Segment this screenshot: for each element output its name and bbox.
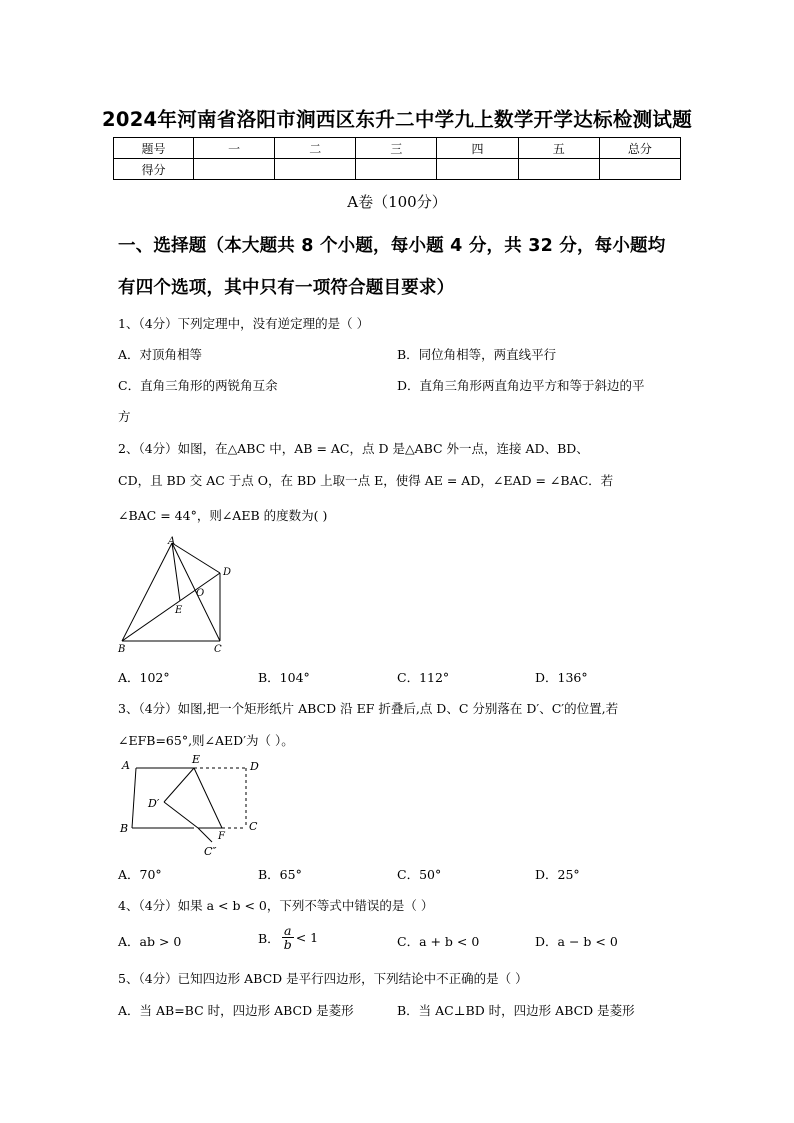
q2-line1: 2、（4分）如图，在△ABC 中，AB = AC，点 D 是△ABC 外一点，连接 AD、BD、 (118, 441, 589, 456)
q5-option-a: A．当 AB=BC 时，四边形 ABCD 是菱形 (118, 1003, 354, 1018)
q4-option-b-suffix: < 1 (295, 930, 319, 945)
q3-segment-ab (132, 768, 136, 828)
q4-option-b-prefix: B． (258, 930, 280, 946)
q2-label-a: A (168, 536, 176, 547)
score-cell (356, 159, 437, 180)
q5-stem: 5、（4分）已知四边形 ABCD 是平行四边形，下列结论中不正确的是（ ） (118, 971, 528, 986)
q3-segment-d-prime-c-prime (164, 802, 198, 828)
q4-option-c: C．a + b < 0 (397, 934, 480, 949)
q2-line2: CD，且 BD 交 AC 于点 O，在 BD 上取一点 E，使得 AE = AD，∠EAD = ∠BAC．若 (118, 473, 614, 488)
q2-segment-ab (122, 543, 172, 641)
q3-option-c: C．50° (397, 867, 442, 882)
q3-segment-c-prime-tail (198, 828, 212, 842)
q2-triangle-figure (112, 535, 242, 657)
score-header-cell: 总分 (599, 138, 680, 159)
q4-option-a: A．ab > 0 (118, 934, 182, 949)
q1-option-d-continued: 方 (118, 409, 131, 424)
q3-label-f: F (218, 831, 225, 842)
score-table-header-row (114, 138, 681, 159)
q1-stem: 1、（4分）下列定理中，没有逆定理的是（ ） (118, 316, 370, 331)
score-cell (599, 159, 680, 180)
q3-label-c: C (249, 820, 258, 833)
q1-option-b: B．同位角相等，两直线平行 (397, 347, 557, 362)
q3-option-d: D．25° (535, 867, 580, 882)
q3-segment-ef (194, 768, 222, 828)
score-cell (437, 159, 518, 180)
q4-option-b (258, 924, 318, 951)
q3-option-b: B．65° (258, 867, 302, 882)
q4-stem: 4、（4分）如果 a < b < 0，下列不等式中错误的是（ ） (118, 898, 434, 913)
section-a-heading: A卷（100分） (347, 193, 447, 211)
q2-option-c: C．112° (397, 670, 450, 685)
q3-label-d: D (250, 760, 259, 773)
q1-option-d: D．直角三角形两直角边平方和等于斜边的平 (397, 378, 645, 393)
q2-label-d: D (223, 567, 232, 578)
q3-line2: ∠EFB=65°,则∠AED′为（ ）。 (118, 733, 294, 748)
score-header-cell: 二 (275, 138, 356, 159)
q4-option-b-fraction (282, 924, 294, 951)
score-row-label: 得分 (114, 159, 194, 180)
q3-label-a: A (122, 759, 130, 772)
exam-title: 2024年河南省洛阳市涧西区东升二中学九上数学开学达标检测试题 (101, 108, 693, 131)
score-cell (275, 159, 356, 180)
q3-line1: 3、（4分）如图,把一个矩形纸片 ABCD 沿 EF 折叠后,点 D、C 分别落在 D′、C′的位置,若 (118, 701, 619, 716)
score-header-cell: 一 (194, 138, 275, 159)
q1-option-a: A．对顶角相等 (118, 347, 203, 362)
score-table (113, 137, 681, 180)
q3-option-a: A．70° (118, 867, 162, 882)
q3-label-d-prime: D′ (148, 797, 160, 810)
q5-option-b: B．当 AC⊥BD 时，四边形 ABCD 是菱形 (397, 1003, 635, 1018)
q2-option-a: A．102° (118, 670, 170, 685)
q3-label-c-prime: C″ (204, 845, 217, 858)
q4-option-b-numerator: a (283, 923, 292, 938)
q2-segment-bd (122, 573, 220, 641)
part1-heading-line1: 一、选择题（本大题共 8 个小题，每小题 4 分，共 32 分，每小题均 (118, 236, 666, 256)
q2-option-d: D．136° (535, 670, 588, 685)
q2-label-b: B (118, 644, 126, 655)
q2-label-c: C (214, 644, 222, 655)
score-header-cell: 题号 (114, 138, 194, 159)
q2-option-b: B．104° (258, 670, 310, 685)
score-header-cell: 五 (518, 138, 599, 159)
q3-label-b: B (120, 822, 129, 835)
score-cell (194, 159, 275, 180)
q2-label-o: O (196, 588, 205, 599)
q3-fold-figure (112, 752, 272, 862)
score-cell (518, 159, 599, 180)
q1-option-c: C．直角三角形的两锐角互余 (118, 378, 278, 393)
part1-heading-line2: 有四个选项，其中只有一项符合题目要求） (118, 278, 455, 298)
q3-segment-ed-prime (164, 768, 194, 802)
score-header-cell: 四 (437, 138, 518, 159)
q4-option-d: D．a − b < 0 (535, 934, 618, 949)
q3-label-e: E (192, 753, 201, 766)
q4-option-b-denominator: b (283, 937, 292, 952)
q2-label-e: E (175, 605, 183, 616)
score-header-cell: 三 (356, 138, 437, 159)
q2-line3: ∠BAC = 44°，则∠AEB 的度数为( ) (118, 508, 328, 523)
score-table-score-row (114, 159, 681, 180)
